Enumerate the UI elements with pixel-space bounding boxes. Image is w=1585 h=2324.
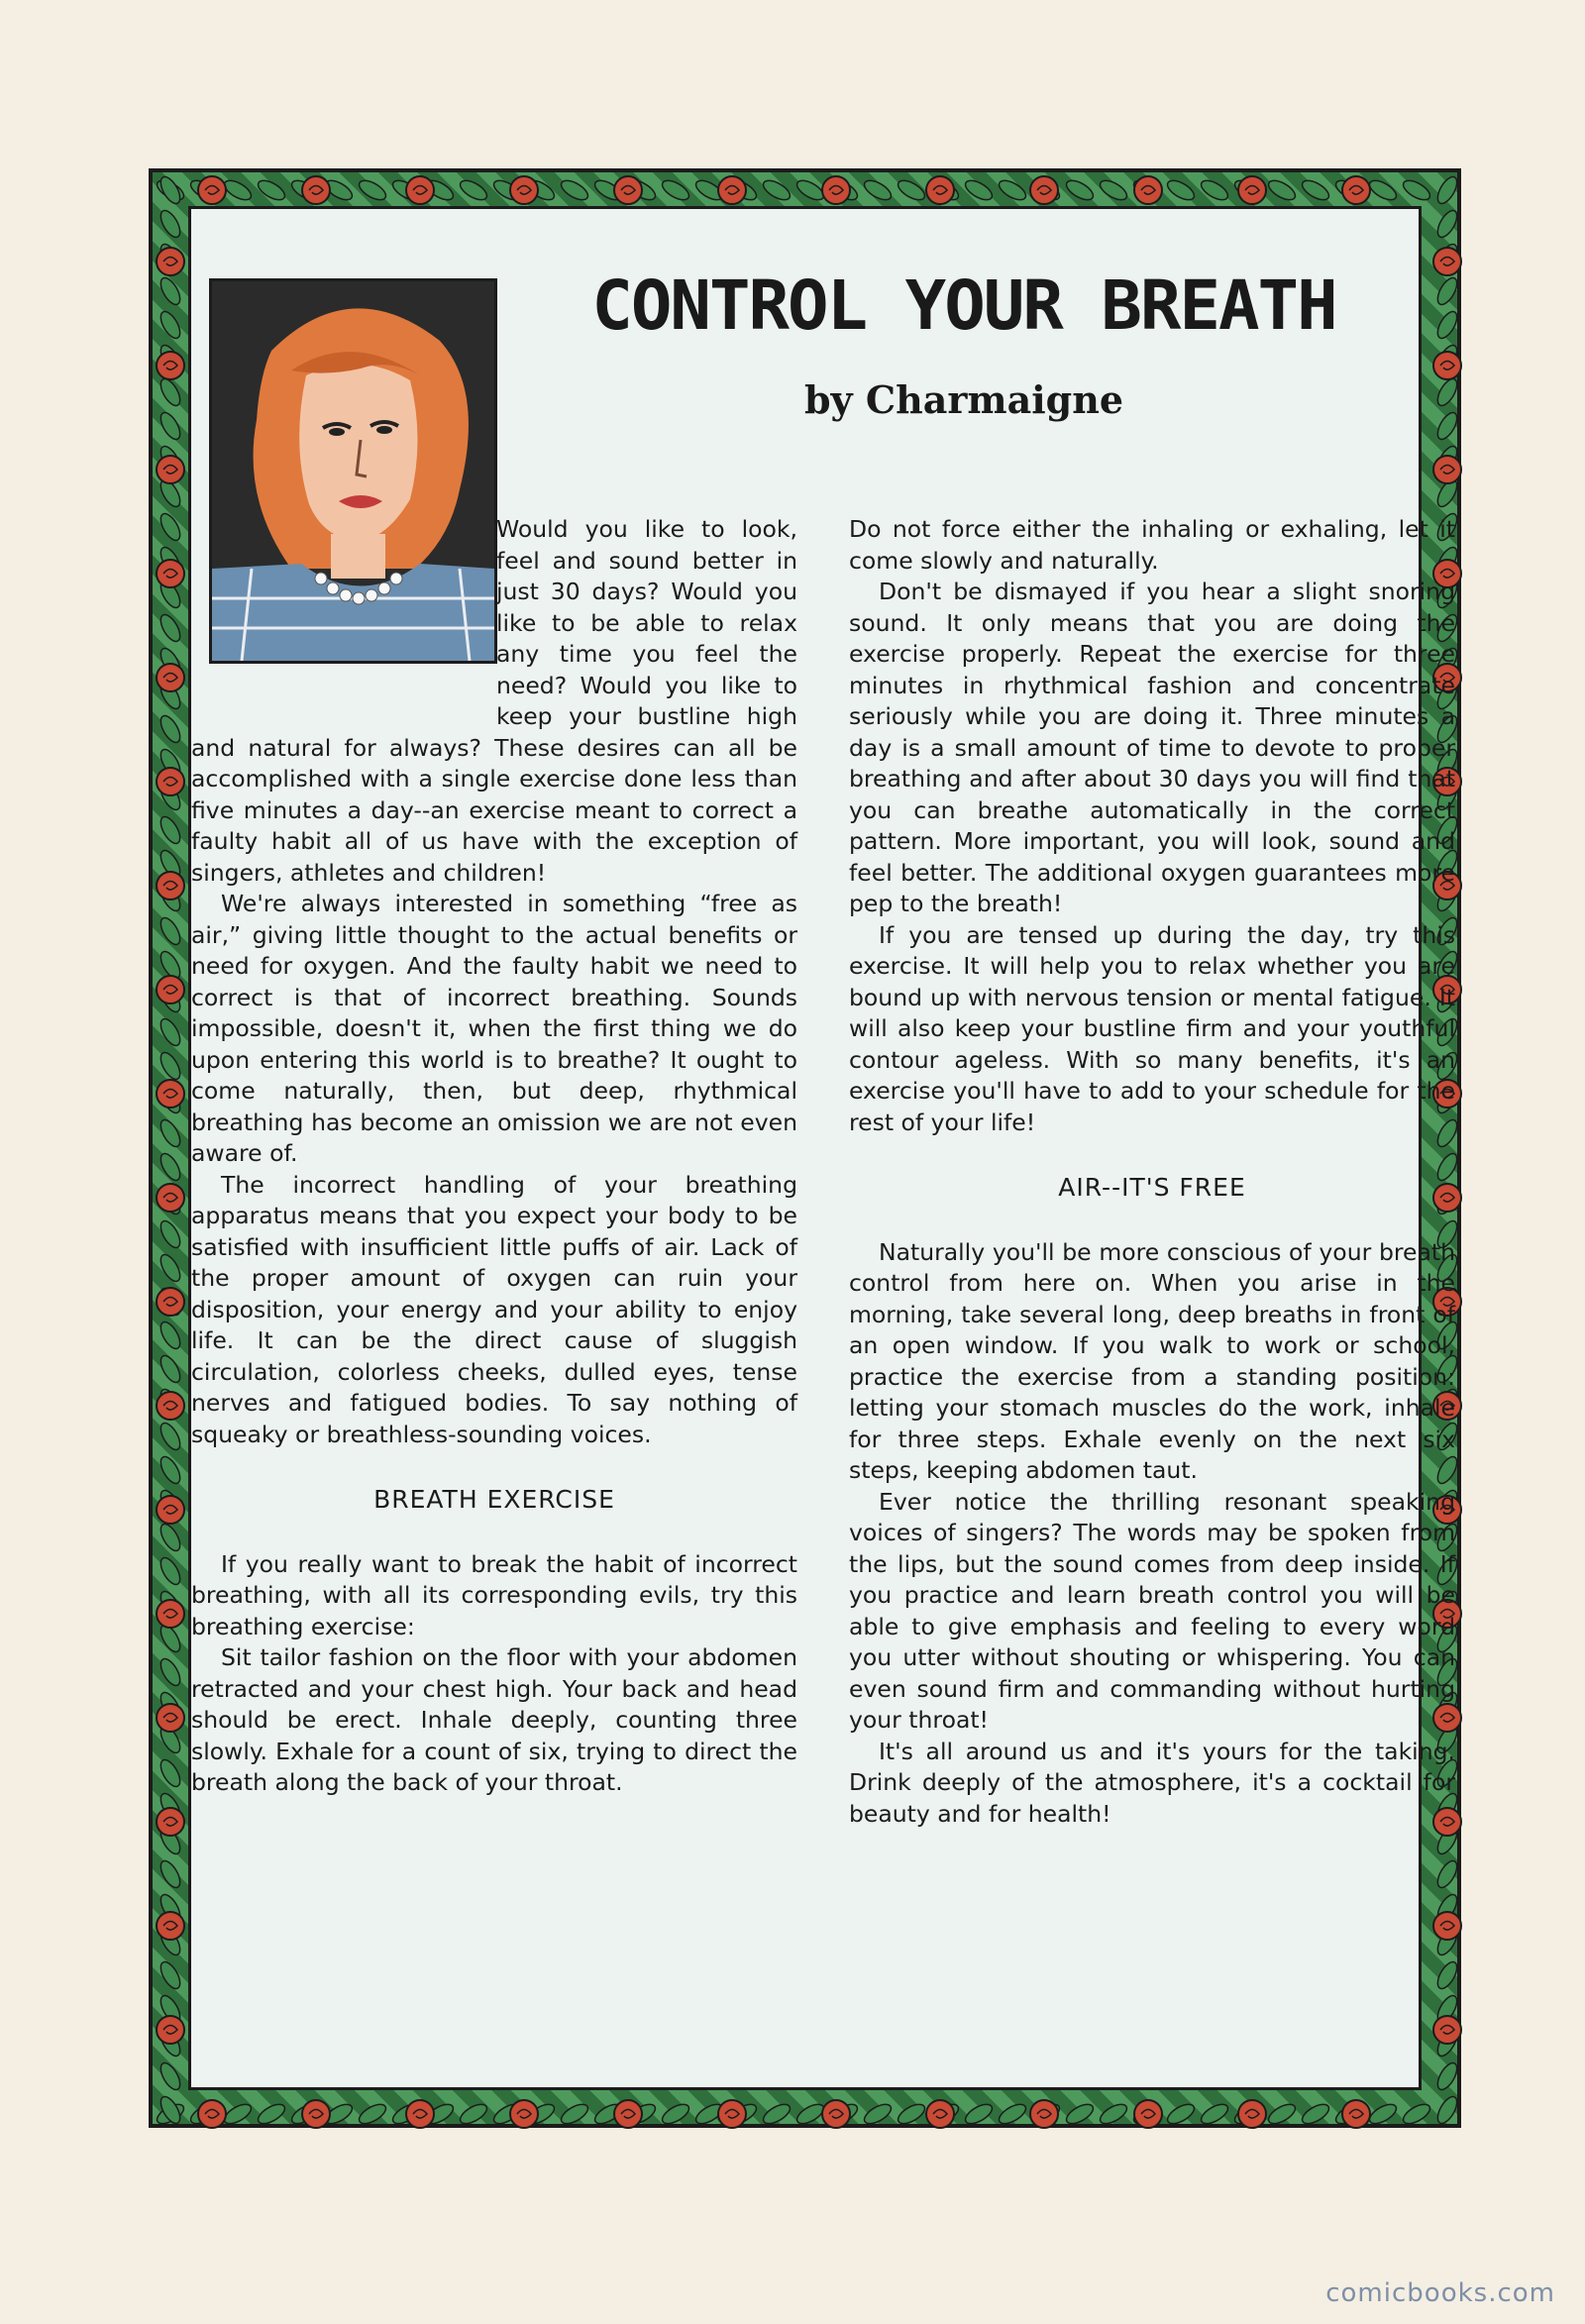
portrait-wrap-space [191,514,496,710]
paragraph: We're always interested in something “free as air,” giving little thought to the actual benefits or need for oxygen. And the faulty habit we need to correct is that of incorrect breathing. Sounds impossible, doesn't it, when the first thing we do upon entering this world is to breathe? It ought to come naturally, then, but deep, rhythmical breathing has become an omission we are not even aware of. [191,890,797,1167]
article-title: CONTROL YOUR BREATH [591,266,1336,346]
rose-border-frame [149,168,1461,2128]
paragraph: Sit tailor fashion on the floor with your abdomen retracted and your chest high. Your back and head should be erect. Inhale deeply, counting three slowly. Exhale for a count of six, trying to direct the breath along the back of your throat. [191,1643,797,1796]
paragraph: It's all around us and it's yours for the taking. Drink deeply of the atmosphere, it's a cocktail for beauty and for health! [849,1737,1455,1828]
paragraph: Would you like to look, feel and sound better in just 30 days? Would you like to be able to relax any time you feel the need? Would you like to keep your bustline high and natural for always? These desires can all be accomplished with a single exercise done less than five minutes a day--an exercise meant to correct a faulty habit all of us have with the exception of singers, athletes and children! [191,515,797,887]
paragraph: If you are tensed up during the day, try this exercise. It will help you to relax whether you are bound up with nervous tension or mental fatigue. It will also keep your bustline firm and your youthful contour ageless. With so many benefits, it's an exercise you'll have to add to your schedule for the rest of your life! [849,920,1455,1136]
section-heading: AIR--IT'S FREE [1058,1173,1246,1202]
site-watermark: comicbooks.com [1325,2278,1555,2308]
right-column [849,514,1455,1830]
paragraph: If you really want to break the habit of incorrect breathing, with all its corresponding evils, try this breathing exercise: [191,1549,797,1640]
article-panel [188,206,1455,2090]
left-column [191,514,797,1799]
paragraph: The incorrect handling of your breathing apparatus means that you expect your body to be satisfied with insufficient little puffs of air. Lack of the proper amount of oxygen can ruin your disposition, your energy and your ability to enjoy life. It can be the direct cause of sluggish circulation, colorless cheeks, dulled eyes, tense nerves and fatigued bodies. To say nothing of squeaky or breathless-sounding voices. [191,1170,797,1448]
paragraph: Naturally you'll be more conscious of your breath control from here on. When you arise in the morning, take several long, deep breaths in front of an open window. If you walk to work or school, practice the exercise from a standing position: letting your stomach muscles do the work, inhale for three steps. Exhale evenly on the next six steps, keeping abdomen taut. [849,1237,1455,1484]
paragraph: Ever notice the thrilling resonant speaking voices of singers? The words may be spoken from the lips, but the sound comes from deep inside. If you practice and learn breath control you will be able to give emphasis and feeling to every word you utter without shouting or whispering. You can even sound firm and commanding without hurting your throat! [849,1487,1455,1734]
section-heading: BREATH EXERCISE [373,1485,615,1514]
paragraph: Do not force either the inhaling or exhaling, let it come slowly and naturally. [849,515,1455,575]
article-byline: by Charmaigne [803,377,1124,422]
paragraph: Don't be dismayed if you hear a slight snoring sound. It only means that you are doing the exercise properly. Repeat the exercise for three minutes in rhythmical fashion and concentrate seriously while you are doing it. Three minutes a day is a small amount of time to devote to proper breathing and after about 30 days you will find that you can breathe automatically in the correct pattern. More important, you will look, sound and feel better. The additional oxygen guarantees more pep to the breath! [849,578,1455,917]
